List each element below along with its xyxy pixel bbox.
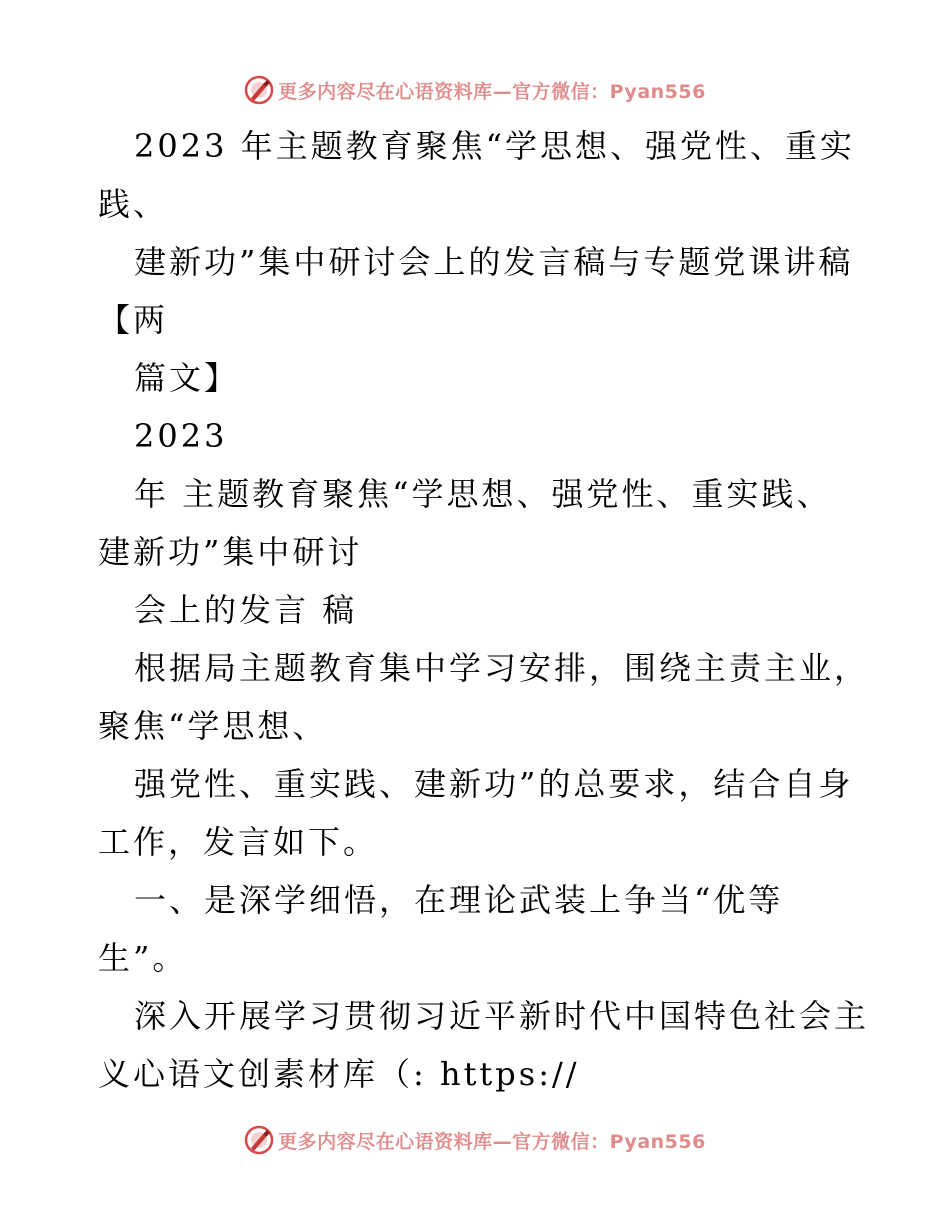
doc-line: 义心语文创素材库（: https:// [98,1055,580,1093]
footer-banner-text: 更多内容尽在心语资料库—官方微信：Pyan556 [278,1130,706,1153]
doc-line: 工作，发言如下。 [98,823,379,861]
pen-logo-icon [244,1125,274,1155]
doc-line: 会上的发言 稿 [134,591,358,629]
doc-line: 强党性、重实践、建新功”的总要求，结合自身 [134,765,854,803]
doc-line: 一、是深学细悟，在理论武装上争当“优等 [134,881,784,919]
doc-line: 年 主题教育聚焦“学思想、强党性、重实践、 [134,475,832,513]
doc-line: 篇文】 [134,359,240,397]
doc-line: 聚焦“学思想、 [98,707,328,745]
doc-line: 2023 [134,417,228,455]
doc-line: 践、 [98,185,169,223]
footer-banner [0,1120,950,1160]
doc-line: 生”。 [98,939,188,977]
doc-line: 根据局主题教育集中学习安排，围绕主责主业， [134,649,870,687]
doc-line: 建新功”集中研讨 [98,533,363,571]
doc-line: 深入开展学习贯彻习近平新时代中国特色社会主 [134,997,870,1035]
doc-line: 建新功”集中研讨会上的发言稿与专题党课讲稿 [134,243,854,281]
header-banner-text: 更多内容尽在心语资料库—官方微信：Pyan556 [278,80,706,103]
doc-line: 【两 [98,301,169,339]
doc-line: 2023 年主题教育聚焦“学思想、强党性、重实 [134,127,855,165]
